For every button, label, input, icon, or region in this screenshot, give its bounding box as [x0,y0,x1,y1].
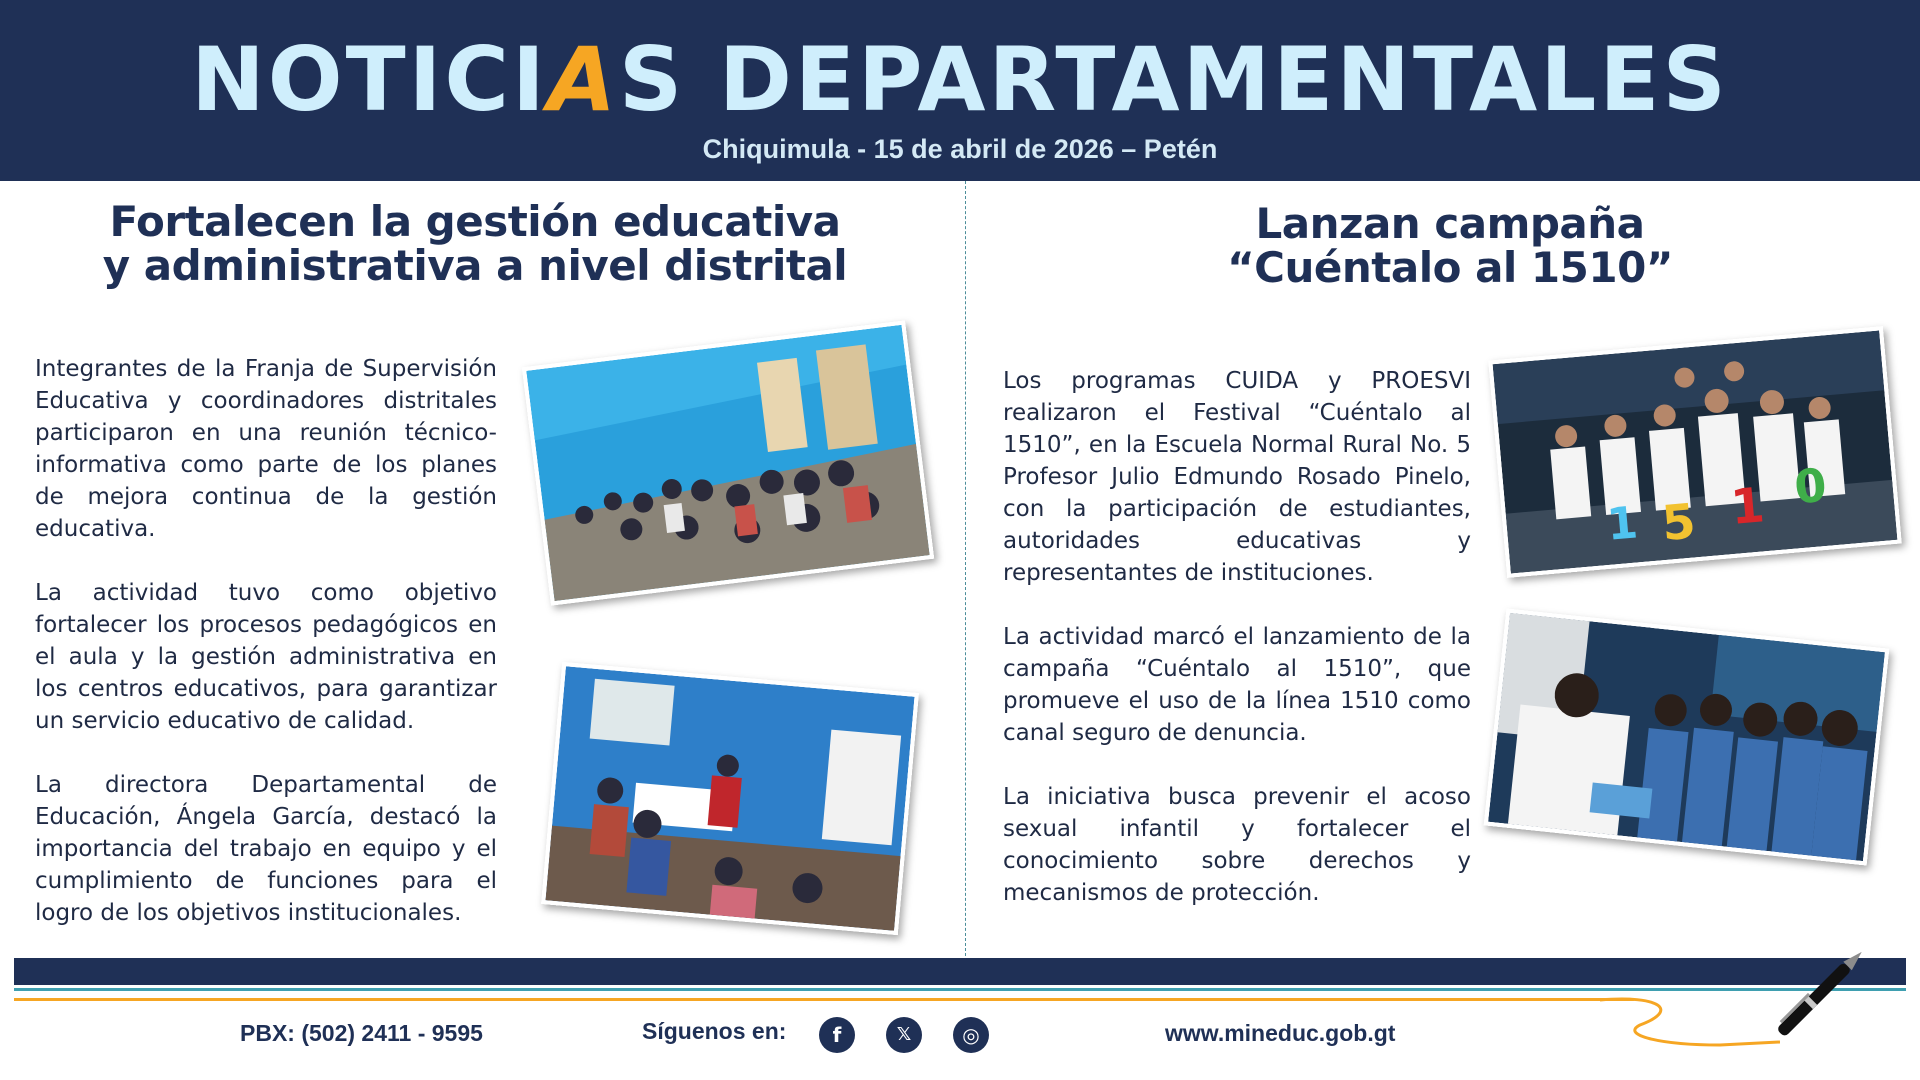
column-divider [965,181,966,956]
right-headline [1010,199,1890,292]
page-title [0,30,1920,130]
footer-orange-line [14,998,1634,1001]
facebook-icon[interactable]: f [819,1017,855,1053]
left-headline-line-2: y administrativa a nivel distrital [102,241,848,290]
photo-digit-1: 1 [1604,497,1640,551]
left-paragraph-3: La directora Departamental de Educación, Ángela García, destacó la importancia del trabajo en equipo y el cumplimiento de funciones para el logro de los objetivos institucionales. [35,772,497,926]
header-subtitle: Chiquimula - 15 de abril de 2026 – Petén [702,134,1218,164]
footer-bar [14,958,1906,985]
right-paragraph-1: Los programas CUIDA y PROESVI realizaron el Festival “Cuéntalo al 1510”, en la Escuela Normal Rural No. 5 Profesor Julio Edmundo Rosado Pinelo, con la participación de estudiantes, autoridades educativas y representantes de instituciones. [1003,368,1471,586]
x-twitter-icon[interactable]: 𝕏 [886,1017,922,1053]
right-paragraph-3: La iniciativa busca prevenir el acoso sexual infantil y fortalecer el conocimiento sobre derechos y mecanismos de protección. [1003,784,1471,906]
left-headline-line-1: Fortalecen la gestión educativa [109,197,841,246]
left-paragraph-1: Integrantes de la Franja de Supervisión Educativa y coordinadores distritales participaron en una reunión técnico-informativa como parte de los planes de mejora continua de la gestión educativa. [35,356,497,542]
meeting-photo-1 [522,320,934,605]
title-part-2: S DEPARTAMENTALES [618,28,1729,131]
instagram-icon[interactable]: ◎ [953,1017,989,1053]
right-paragraph-2: La actividad marcó el lanzamiento de la campaña “Cuéntalo al 1510”, que promueve el uso de la línea 1510 como canal seguro de denuncia. [1003,624,1471,746]
follow-us-label: Síguenos en: [642,1018,787,1044]
festival-students-photo [1484,608,1890,865]
photo-digit-5: 5 [1659,493,1698,553]
meeting-photo-2 [541,662,919,935]
website-link[interactable]: www.mineduc.gob.gt [1165,1020,1396,1046]
left-paragraph-2: La actividad tuvo como objetivo fortalecer los procesos pedagógicos en el aula y la gestión administrativa en los centros educativos, para garantizar un servicio educativo de calidad. [35,580,497,734]
right-headline-line-1: Lanzan campaña [1255,199,1645,248]
photo-digit-0: 0 [1792,457,1829,515]
pen-icon [1745,930,1895,1060]
festival-group-photo [1488,326,1901,578]
pbx-phone: PBX: (502) 2411 - 9595 [240,1020,483,1046]
left-headline [40,197,910,290]
title-part-1: NOTICI [191,28,548,131]
left-article-body [35,353,497,961]
right-headline-line-2: “Cuéntalo al 1510” [1227,243,1673,292]
photo-digit-1b: 1 [1728,477,1767,536]
right-article-body [1003,365,1471,941]
title-accent-letter: A [547,28,619,131]
